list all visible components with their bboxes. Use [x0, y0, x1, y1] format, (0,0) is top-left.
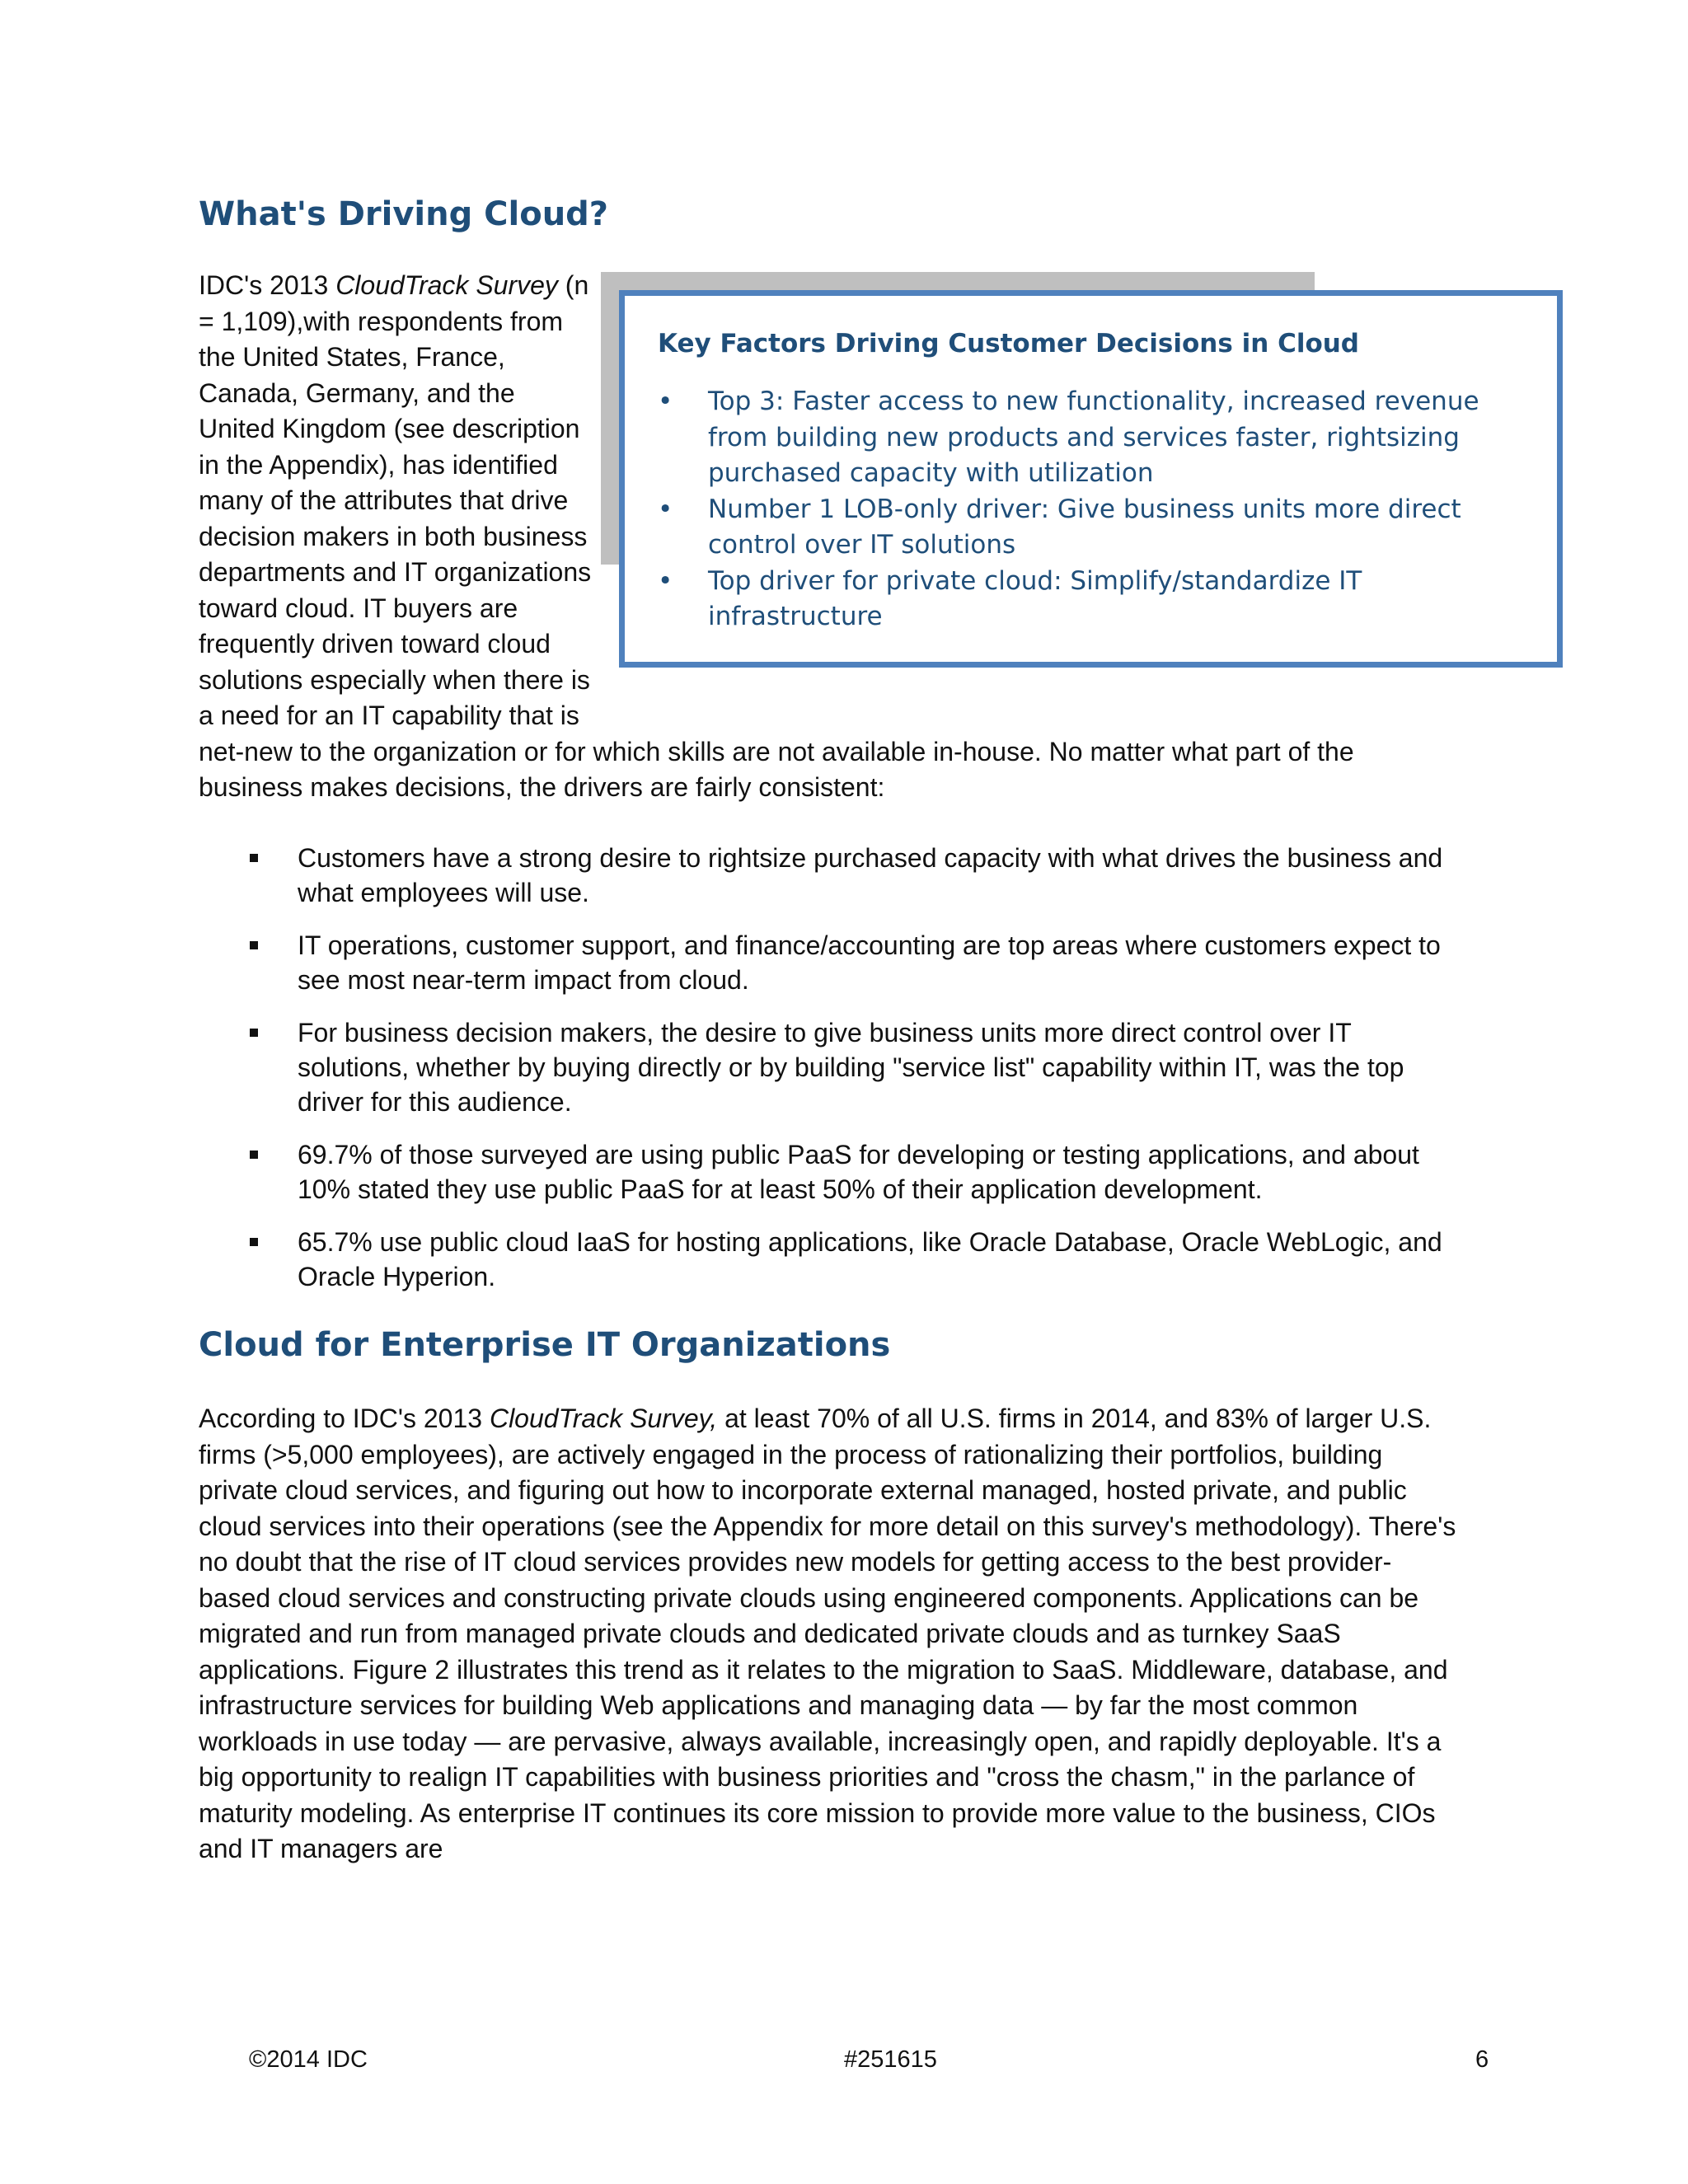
list-item	[199, 1015, 1460, 1119]
callout-title: Key Factors Driving Customer Decisions in Cloud	[658, 329, 1360, 359]
square-bullet-icon	[250, 941, 258, 949]
enterprise-paragraph	[199, 1401, 1460, 1868]
square-bullet-icon	[250, 1151, 258, 1159]
square-bullet-icon	[250, 854, 258, 862]
list-item-text: For business decision makers, the desire to give business units more direct control over IT solutions, whether by buying directly or by building "service list" capability within IT, was the top driver for this audience.	[298, 1018, 1404, 1117]
enterprise-text-start: According to IDC's 2013	[199, 1404, 490, 1433]
bullet-dot-icon: •	[658, 494, 673, 524]
list-item	[199, 1137, 1460, 1207]
callout-item	[658, 564, 1524, 635]
list-item-text: 69.7% of those surveyed are using public PaaS for developing or testing applications, and about 10% stated they use public PaaS for at least 50% of their application development.	[298, 1140, 1419, 1204]
bullet-dot-icon: •	[658, 565, 673, 596]
enterprise-survey-name: CloudTrack Survey,	[489, 1404, 718, 1433]
callout-item-text: Top 3: Faster access to new functionality, increased revenue from building new products and services faster, rightsizing purchased capacity with utilization	[708, 387, 1479, 489]
square-bullet-icon	[250, 1029, 258, 1037]
intro-survey-name: CloudTrack Survey	[335, 270, 558, 300]
callout-item-text: Top driver for private cloud: Simplify/standardize IT infrastructure	[708, 565, 1362, 632]
callout-item-text: Number 1 LOB-only driver: Give business units more direct control over IT solutions	[708, 494, 1461, 560]
footer-document-id: #251615	[844, 2046, 937, 2073]
list-item	[199, 841, 1460, 910]
intro-text-rest: (n = 1,109),with respondents from the United States, France, Canada, Germany, and the United Kingdom (see description in the Appendix), has identified many of the attributes that drive decision makers in both business departments and IT organizations toward cloud. IT buyers are frequently driven toward cloud solutions especially when there is a need for an IT capability that is net-new to the organization or for which skills are not available in-house. No matter what part of the business makes decisions, the drivers are fairly consistent:	[199, 270, 1354, 802]
intro-text-start: IDC's 2013	[199, 270, 336, 300]
list-item	[199, 928, 1460, 997]
key-factors-callout	[619, 290, 1563, 668]
section-heading-enterprise-it: Cloud for Enterprise IT Organizations	[199, 1326, 891, 1364]
drivers-bullet-list	[199, 841, 1460, 1312]
callout-list	[658, 384, 1524, 635]
footer-copyright: ©2014 IDC	[249, 2046, 368, 2073]
footer-page-number: 6	[1475, 2046, 1489, 2073]
list-item-text: IT operations, customer support, and finance/accounting are top areas where customers expect to see most near-term impact from cloud.	[298, 930, 1441, 995]
section-heading-whats-driving-cloud: What's Driving Cloud?	[199, 195, 609, 233]
enterprise-text-rest: at least 70% of all U.S. firms in 2014, and 83% of larger U.S. firms (>5,000 employees), are actively engaged in the process of rationalizing their portfolios, building private cloud services, and figuring out how to incorporate external managed, hosted private, and public cloud services into their operations (see the Appendix for more detail on this survey's methodology). There's no doubt that the rise of IT cloud services provides new models for getting access to the best provider-based cloud services and constructing private clouds using engineered components. Applications can be migrated and run from managed private clouds and dedicated private clouds and as turnkey SaaS applications. Figure 2 illustrates this trend as it relates to the migration to SaaS. Middleware, database, and infrastructure services for building Web applications and managing data — by far the most common workloads in use today — are pervasive, always available, increasingly open, and rapidly deployable. It's a big opportunity to realign IT capabilities with business priorities and "cross the chasm," in the parlance of maturity modeling. As enterprise IT continues its core mission to provide more value to the business, CIOs and IT managers are	[199, 1404, 1456, 1863]
square-bullet-icon	[250, 1238, 258, 1246]
callout-item	[658, 384, 1524, 492]
bullet-dot-icon: •	[658, 387, 673, 417]
callout-item	[658, 492, 1524, 564]
list-item-text: 65.7% use public cloud IaaS for hosting applications, like Oracle Database, Oracle WebLogic, and Oracle Hyperion.	[298, 1227, 1442, 1291]
list-item-text: Customers have a strong desire to rightsize purchased capacity with what drives the business and what employees will use.	[298, 843, 1443, 907]
list-item	[199, 1225, 1460, 1294]
